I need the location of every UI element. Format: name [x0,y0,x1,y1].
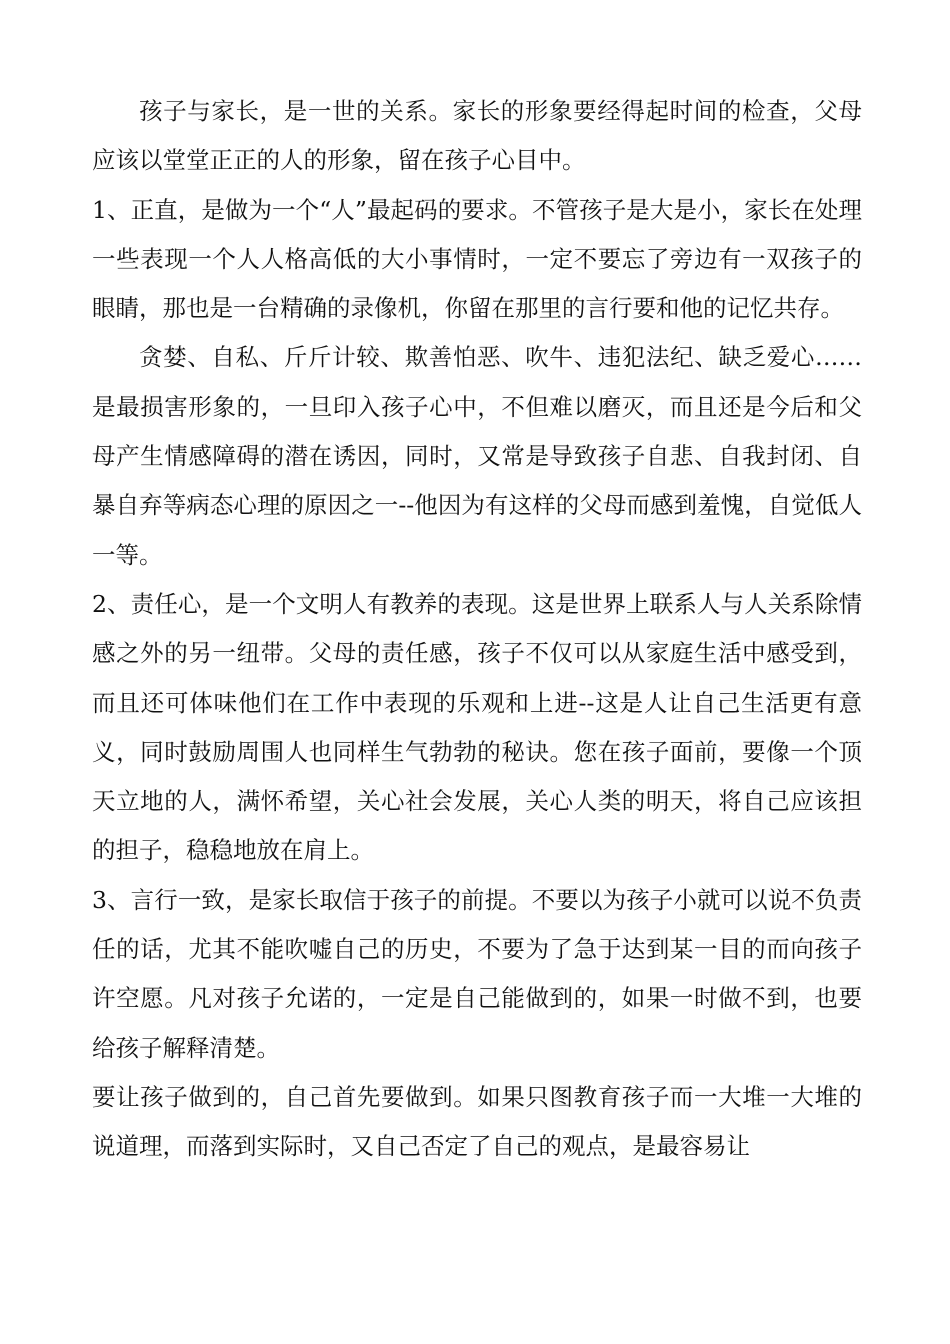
document-body [92,87,862,1172]
paragraph-intro: 孩子与家长，是一世的关系。家长的形象要经得起时间的检查，父母应该以堂堂正正的人的形象，留在孩子心目中。 [92,97,862,175]
paragraph-point-3: 3、言行一致，是家长取信于孩子的前提。不要以为孩子小就可以说不负责任的话，尤其不能吹嘘自己的历史，不要为了急于达到某一目的而向孩子许空愿。凡对孩子允诺的，一定是自己能做到的，如果一时做不到，也要给孩子解释清楚。 [92,885,862,1062]
paragraph-point-1-detail: 贪婪、自私、斤斤计较、欺善怕恶、吹牛、违犯法纪、缺乏爱心……是最损害形象的，一旦印入孩子心中，不但难以磨灭，而且还是今后和父母产生情感障碍的潜在诱因，同时，又常是导致孩子自悲、自我封闭、自暴自弃等病态心理的原因之一--他因为有这样的父母而感到羞愧，自觉低人一等。 [92,343,862,569]
paragraph-point-2: 2、责任心，是一个文明人有教养的表现。这是世界上联系人与人关系除情感之外的另一纽带。父母的责任感，孩子不仅可以从家庭生活中感受到，而且还可体味他们在工作中表现的乐观和上进--这是人让自己生活更有意义，同时鼓励周围人也同样生气勃勃的秘诀。您在孩子面前，要像一个顶天立地的人，满怀希望，关心社会发展，关心人类的明天，将自己应该担的担子，稳稳地放在肩上。 [92,589,862,865]
paragraph-point-3-detail: 要让孩子做到的，自己首先要做到。如果只图教育孩子而一大堆一大堆的说道理，而落到实际时，又自己否定了自己的观点，是最容易让 [92,1082,862,1161]
paragraph-point-1: 1、正直，是做为一个“人”最起码的要求。不管孩子是大是小，家长在处理一些表现一个人人格高低的大小事情时，一定不要忘了旁边有一双孩子的眼睛，那也是一台精确的录像机，你留在那里的言行要和他的记忆共存。 [92,195,862,323]
